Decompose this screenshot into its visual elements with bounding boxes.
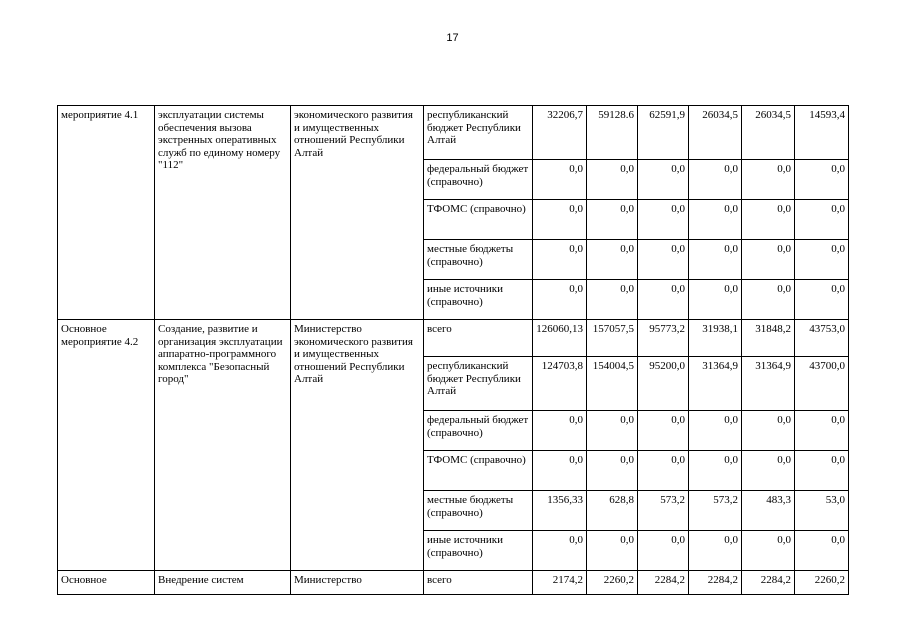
value-cell: 0,0 <box>795 451 849 491</box>
value-cell: 0,0 <box>587 240 638 280</box>
value-cell: 2284,2 <box>689 571 742 595</box>
activity-name-cell: мероприятие 4.1 <box>58 106 155 320</box>
value-cell: 0,0 <box>795 160 849 200</box>
value-cell: 0,0 <box>638 451 689 491</box>
value-cell: 2260,2 <box>587 571 638 595</box>
value-cell: 0,0 <box>689 531 742 571</box>
funding-source-cell: иные источники (справочно) <box>424 531 533 571</box>
value-cell: 1356,33 <box>533 491 587 531</box>
activity-description-cell: Создание, развитие и организация эксплуатации аппаратно-программного комплекса "Безопасный город" <box>155 320 291 571</box>
budget-table <box>57 105 849 595</box>
value-cell: 0,0 <box>795 531 849 571</box>
value-cell: 0,0 <box>533 451 587 491</box>
value-cell: 0,0 <box>689 200 742 240</box>
value-cell: 0,0 <box>587 160 638 200</box>
value-cell: 0,0 <box>533 531 587 571</box>
value-cell: 0,0 <box>587 451 638 491</box>
value-cell: 0,0 <box>638 240 689 280</box>
value-cell: 43700,0 <box>795 357 849 411</box>
table-row <box>58 106 849 160</box>
value-cell: 0,0 <box>638 280 689 320</box>
value-cell: 0,0 <box>533 280 587 320</box>
value-cell: 2284,2 <box>638 571 689 595</box>
funding-source-cell: местные бюджеты (справочно) <box>424 240 533 280</box>
value-cell: 0,0 <box>742 200 795 240</box>
value-cell: 0,0 <box>689 280 742 320</box>
value-cell: 154004,5 <box>587 357 638 411</box>
activity-name-cell: Основное <box>58 571 155 595</box>
funding-source-cell: федеральный бюджет (справочно) <box>424 160 533 200</box>
value-cell: 2284,2 <box>742 571 795 595</box>
value-cell: 95773,2 <box>638 320 689 357</box>
value-cell: 95200,0 <box>638 357 689 411</box>
table-row <box>58 320 849 357</box>
value-cell: 628,8 <box>587 491 638 531</box>
value-cell: 0,0 <box>638 531 689 571</box>
value-cell: 2174,2 <box>533 571 587 595</box>
value-cell: 0,0 <box>689 451 742 491</box>
value-cell: 0,0 <box>587 200 638 240</box>
funding-source-cell: республиканский бюджет Республики Алтай <box>424 357 533 411</box>
value-cell: 14593,4 <box>795 106 849 160</box>
funding-source-cell: ТФОМС (справочно) <box>424 451 533 491</box>
value-cell: 0,0 <box>689 240 742 280</box>
value-cell: 124703,8 <box>533 357 587 411</box>
value-cell: 26034,5 <box>742 106 795 160</box>
funding-source-cell: ТФОМС (справочно) <box>424 200 533 240</box>
value-cell: 0,0 <box>587 280 638 320</box>
value-cell: 126060,13 <box>533 320 587 357</box>
value-cell: 26034,5 <box>689 106 742 160</box>
table-row <box>58 571 849 595</box>
value-cell: 0,0 <box>742 531 795 571</box>
executor-cell: Министерство экономического развития и имущественных отношений Республики Алтай <box>291 320 424 571</box>
value-cell: 0,0 <box>638 411 689 451</box>
funding-source-cell: местные бюджеты (справочно) <box>424 491 533 531</box>
value-cell: 0,0 <box>742 451 795 491</box>
value-cell: 31364,9 <box>689 357 742 411</box>
value-cell: 0,0 <box>533 160 587 200</box>
value-cell: 0,0 <box>533 411 587 451</box>
value-cell: 0,0 <box>795 240 849 280</box>
value-cell: 31938,1 <box>689 320 742 357</box>
funding-source-cell: всего <box>424 571 533 595</box>
executor-cell: Министерство <box>291 571 424 595</box>
value-cell: 0,0 <box>742 240 795 280</box>
value-cell: 0,0 <box>795 200 849 240</box>
value-cell: 0,0 <box>742 160 795 200</box>
value-cell: 2260,2 <box>795 571 849 595</box>
value-cell: 43753,0 <box>795 320 849 357</box>
value-cell: 157057,5 <box>587 320 638 357</box>
activity-name-cell: Основное мероприятие 4.2 <box>58 320 155 571</box>
value-cell: 0,0 <box>742 280 795 320</box>
value-cell: 0,0 <box>795 411 849 451</box>
value-cell: 31364,9 <box>742 357 795 411</box>
value-cell: 31848,2 <box>742 320 795 357</box>
value-cell: 0,0 <box>795 280 849 320</box>
value-cell: 0,0 <box>587 411 638 451</box>
value-cell: 0,0 <box>587 531 638 571</box>
value-cell: 483,3 <box>742 491 795 531</box>
value-cell: 573,2 <box>689 491 742 531</box>
value-cell: 0,0 <box>638 200 689 240</box>
value-cell: 0,0 <box>689 411 742 451</box>
activity-description-cell: эксплуатации системы обеспечения вызова экстренных оперативных служб по единому номеру "112" <box>155 106 291 320</box>
value-cell: 0,0 <box>742 411 795 451</box>
activity-description-cell: Внедрение систем <box>155 571 291 595</box>
page-number: 17 <box>446 32 459 44</box>
value-cell: 62591,9 <box>638 106 689 160</box>
value-cell: 0,0 <box>533 240 587 280</box>
funding-source-cell: всего <box>424 320 533 357</box>
executor-cell: экономического развития и имущественных отношений Республики Алтай <box>291 106 424 320</box>
value-cell: 0,0 <box>533 200 587 240</box>
value-cell: 59128.6 <box>587 106 638 160</box>
funding-source-cell: иные источники (справочно) <box>424 280 533 320</box>
value-cell: 53,0 <box>795 491 849 531</box>
value-cell: 0,0 <box>689 160 742 200</box>
value-cell: 573,2 <box>638 491 689 531</box>
funding-source-cell: федеральный бюджет (справочно) <box>424 411 533 451</box>
funding-source-cell: республиканский бюджет Республики Алтай <box>424 106 533 160</box>
value-cell: 0,0 <box>638 160 689 200</box>
value-cell: 32206,7 <box>533 106 587 160</box>
